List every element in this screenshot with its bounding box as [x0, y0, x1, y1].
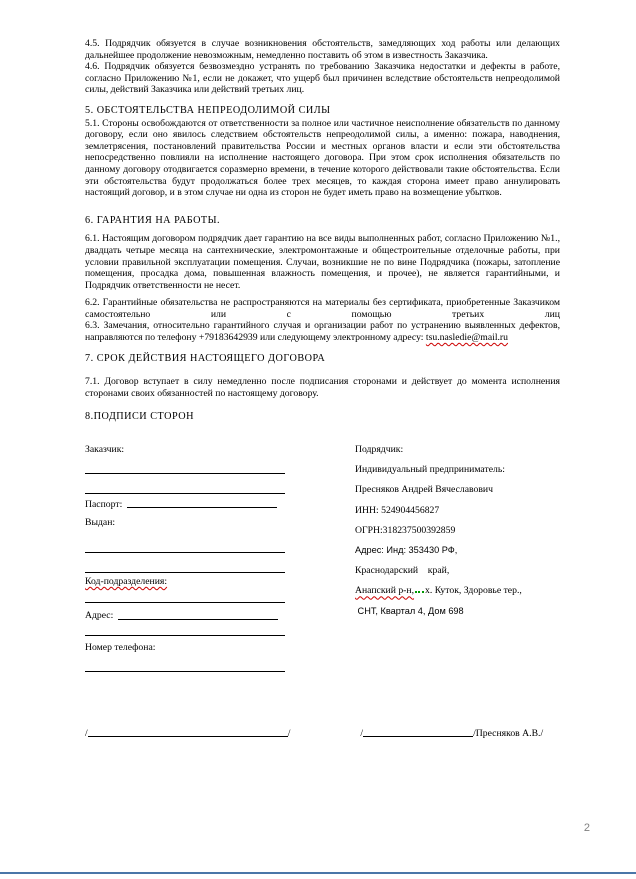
contractor-signature-name: /Пресняков А.В./ [473, 727, 544, 739]
clause-5-1: 5.1. Стороны освобождаются от ответственности за полное или частичное неисполнение обязательств по данному договору, если оно явилось следствием обстоятельств непреодолимой силы, а именно: пожара, наводнения, землетрясения, постановлений правительства России и местных органов власти и если эти обстоятельства непосредственно повлияли на исполнение настоящего договора. При этом срок исполнения обязательств по данному договору отодвигается соразмерно времени, в течение которого действовали такие обстоятельства. Если эти обстоятельства будут продолжаться более трех месяцев, то каждая сторона имеет право аннулировать настоящий договор, и в этом случае ни одна из сторон не будет иметь право на возмещение убытков. [85, 117, 560, 199]
customer-address-row [85, 610, 355, 622]
slash-open-left: / [85, 727, 88, 739]
signature-columns [85, 444, 560, 672]
footer-divider-line [0, 872, 636, 874]
contractor-address-line-3 [355, 585, 560, 597]
phone-blank-line [85, 671, 285, 672]
customer-name-blank-line [85, 473, 285, 474]
contractor-address-line-1: Адрес: Инд: 353430 РФ, [355, 544, 458, 555]
dept-code-label: Код-подразделения: [85, 575, 168, 587]
passport-blank-line [127, 507, 277, 508]
section-6-heading: 6. ГАРАНТИЯ НА РАБОТЫ. [85, 214, 221, 226]
contractor-type: Индивидуальный предприниматель: [355, 464, 505, 476]
customer-name-blank-line-2 [85, 493, 285, 494]
contractor-column [355, 444, 560, 672]
clause-4-6: 4.6. Подрядчик обязуется безвозмездно устранять по требованию Заказчика недостатки и дефекты в работе, согласно Приложению №1, если не докажет, что ущерб был причинен вследствие обстоятельств непреодолимой силы, действий Заказчика или действий третьих лиц. [85, 61, 560, 96]
section-5-heading: 5. ОБСТОЯТЕЛЬСТВА НЕПРЕОДОЛИМОЙ СИЛЫ [85, 104, 331, 116]
clause-7-1: 7.1. Договор вступает в силу немедленно после подписания сторонами и действует до момента исполнения сторонами своих обязанностей по настоящему договору. [85, 376, 560, 399]
customer-address-blank-line [118, 619, 278, 620]
section-8-heading: 8.ПОДПИСИ СТОРОН [85, 411, 194, 423]
clause-6-2: 6.2. Гарантийные обязательства не распространяются на материалы без сертификата, приобретенные Заказчиком самостоятельно или с помощью третьих лиц [85, 297, 560, 320]
document-page [85, 38, 560, 739]
clause-4-5: 4.5. Подрядчик обязуется в случае возникновения обстоятельств, замедляющих ход работы или делающих дальнейшее продолжение невозможным, немедленно поставить об этом в известность Заказчика. [85, 38, 560, 61]
customer-title: Заказчик: [85, 444, 125, 456]
passport-label: Паспорт: [85, 498, 123, 510]
dept-code-row [85, 576, 355, 588]
issued-blank-line-2 [85, 572, 285, 573]
customer-signature-slot [85, 728, 290, 740]
page-number: 2 [583, 822, 590, 834]
customer-signature-line [88, 736, 288, 737]
contractor-ogrn: ОГРН:318237500392859 [355, 524, 456, 536]
issued-blank-line [85, 552, 285, 553]
contractor-inn: ИНН: 524904456827 [355, 504, 440, 516]
customer-passport-row [85, 499, 355, 511]
bottom-signature-row [85, 728, 560, 740]
customer-address-blank-line-2 [85, 635, 285, 636]
clause-6-3 [85, 320, 560, 343]
grammar-squiggle [415, 587, 424, 593]
slash-open-right: / [360, 727, 364, 739]
contractor-address-line-2: Краснодарский край, [355, 565, 450, 577]
phone-label: Номер телефона: [85, 642, 156, 653]
customer-column [85, 444, 355, 672]
issued-label: Выдан: [85, 517, 116, 529]
section-7-heading: 7. СРОК ДЕЙСТВИЯ НАСТОЯЩЕГО ДОГОВОРА [85, 352, 326, 364]
contractor-address-district: Анапский р-н, [355, 585, 415, 597]
contractor-signature-line [363, 736, 473, 737]
contractor-name: Пресняков Андрей Вячеславович [355, 484, 493, 496]
contractor-signature-slot [360, 728, 543, 740]
contractor-title: Подрядчик: [355, 444, 404, 456]
slash-close-left: / [287, 727, 291, 739]
clause-6-1: 6.1. Настоящим договором подрядчик дает гарантию на все виды выполненных работ, согласно Приложению №1., двадцать четыре месяца на сантехнические, электромонтажные и общестроительные отделочные работы, при условии правильной эксплуатации помещения. Случаи, возникшие не по вине Подрядчика (пожары, затопление помещения, просадка дома, повышенная влажность помещения, и прочее), не является гарантийными, и Подрядчик ответственности не несет. [85, 233, 560, 291]
dept-code-blank-line [85, 602, 285, 603]
clause-6-3-text: 6.3. Замечания, относительно гарантийного случая и организации работ по устранению выявленных дефектов, направляются по телефону +79183642939 или следующему электронному адресу: [85, 320, 560, 344]
customer-address-label: Адрес: [85, 610, 114, 622]
contractor-address-line-3-rest: х. Куток, Здоровье тер., [425, 585, 522, 597]
contractor-email: tsu.nasledie@mail.ru [425, 332, 509, 344]
contractor-address-line-4: СНТ, Квартал 4, Дом 698 [355, 605, 464, 616]
